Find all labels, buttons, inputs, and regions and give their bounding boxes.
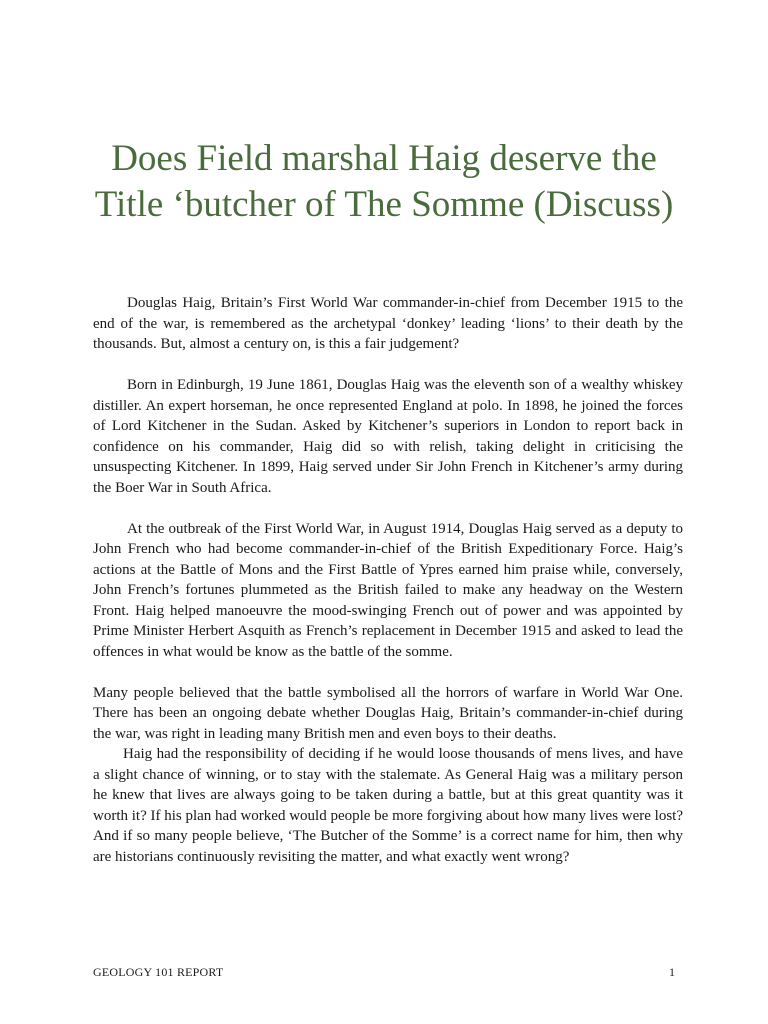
- document-body: [93, 293, 683, 867]
- paragraph-outbreak-of-war: At the outbreak of the First World War, in August 1914, Douglas Haig served as a deputy to John French who had become commander-in-chief of the British Expeditionary Force. Haig’s actions at the Battle of Mons and the First Battle of Ypres earned him praise while, conversely, John French’s fortunes plummeted as the British failed to make any headway on the Western Front. Haig helped manoeuvre the mood-swinging French out of power and was appointed by Prime Minister Herbert Asquith as French’s replacement in December 1915 and asked to lead the offences in what would be know as the battle of the somme.: [93, 520, 683, 660]
- document-title: Does Field marshal Haig deserve the Title ‘butcher of The Somme (Discuss): [94, 138, 674, 225]
- paragraph-debate: Many people believed that the battle symbolised all the horrors of warfare in World War One. There has been an ongoing debate whether Douglas Haig, Britain’s commander-in-chief during the war, was right in leading many British men and even boys to their deaths.: [93, 684, 683, 742]
- footer-report-label: GEOLOGY 101 REPORT: [93, 965, 224, 979]
- paragraph-responsibility: Haig had the responsibility of deciding if he would loose thousands of mens lives, and have a slight chance of winning, or to stay with the stalemate. As General Haig was a military person he knew that lives are always going to be taken during a battle, but at this great quantity was it worth it? If his plan had worked would people be more forgiving about how many lives were lost? And if so many people believe, ‘The Butcher of the Somme’ is a correct name for him, then why are historians continuously revisiting the matter, and what exactly went wrong?: [93, 746, 684, 865]
- paragraph-intro: Douglas Haig, Britain’s First World War commander-in-chief from December 1915 to the end of the war, is remembered as the archetypal ‘donkey’ leading ‘lions’ to their death by the thousands. But, almost a century on, is this a fair judgement?: [93, 295, 683, 352]
- page-number: 1: [669, 965, 675, 979]
- paragraph-early-life: Born in Edinburgh, 19 June 1861, Douglas Haig was the eleventh son of a wealthy whiskey distiller. An expert horseman, he once represented England at polo. In 1898, he joined the forces of Lord Kitchener in the Sudan. Asked by Kitchener’s superiors in London to report back in confidence on his commander, Haig did so with relish, taking delight in criticising the unsuspecting Kitchener. In 1899, Haig served under Sir John French in Kitchener’s army during the Boer War in South Africa.: [93, 377, 683, 496]
